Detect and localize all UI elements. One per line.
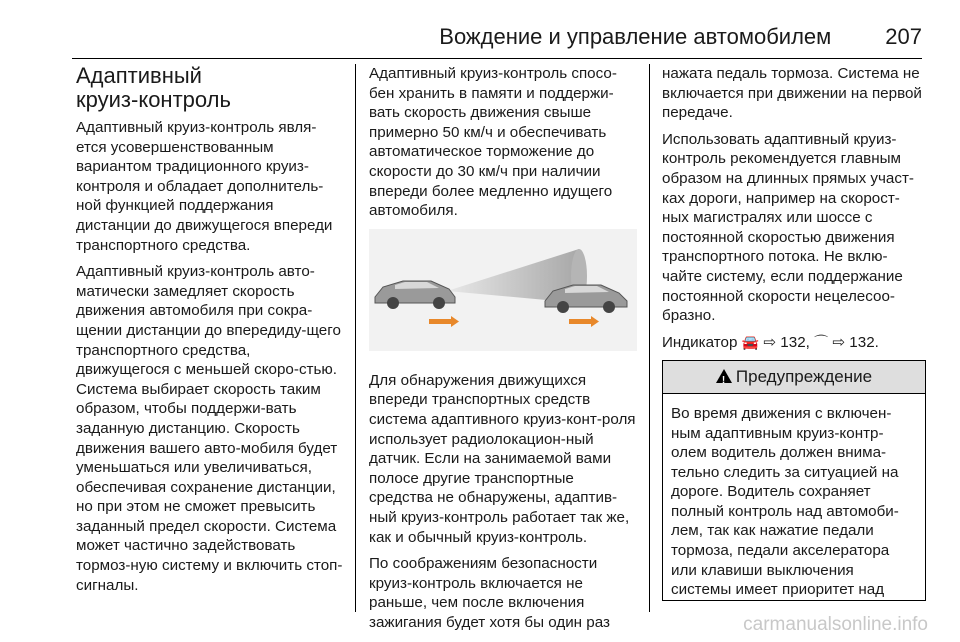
paragraph: нажата педаль тормоза. Система не включается при движении на первой передаче. [662,65,922,122]
paragraph: Адаптивный круиз-контроль явля-ется усовершенствованным вариантом традиционного круиз-контроля и обладает дополнитель-ной функцией поддержания дистанции до движущегося впереди транспортного средства. [76,119,333,254]
indicator-line: Индикатор 🚘 ⇨ 132, ⌒ ⇨ 132. [662,333,879,351]
paragraph: Адаптивный круиз-контроль авто-матически замедляет скорость движения автомобиля при сокра-щении дистанции до впередиду-щего транспортного средства, движущегося с меньшей скоро-стью. Система выбирает скорость таким образом, чтобы поддержи-вать заданную дистанцию. Скорость движения вашего авто-мобиля будет уменьшаться или увеличиваться, обеспечивая сохранение дистанции, но при этом не сможет превысить заданный предел скорости. Система может частично задействовать тормоз-ную систему и включить стоп-сигналы. [76,263,343,594]
watermark: carmanualsonline.info [743,614,928,635]
heading-line-2: круиз-контроль [76,87,231,112]
section-heading [76,64,344,112]
warning-body: Во время движения с включен-ным адаптивным круиз-контр-олем водитель должен внима-тельно следить за ситуацией на дороге. Водитель сохраняет полный контроль над автомоби-лем, так как нажатие педали тормоза, педали акселератора или клавиши выключения системы имеет приоритет над [671,404,899,599]
warning-header [663,361,925,394]
column-3 [662,64,926,601]
paragraph: Использовать адаптивный круиз-контроль рекомендуется главным образом на длинных прямых участ-ках дороги, например на скорост-ных магистралях или шоссе с постоянной скоростью движения транспортного потока. Не вклю-чайте систему, если поддержание постоянной скорости нецелесоо-бразно. [662,130,914,325]
page-ref-arrow-icon[interactable]: ⇨ [763,333,777,351]
warning-triangle-icon: ! [716,369,732,383]
paragraph: По соображениям безопасности круиз-контроль включается не раньше, чем после включения зажигания будет хотя бы один раз [369,555,610,631]
radar-illustration [369,229,637,351]
radar-illustration-svg [369,229,637,351]
page-header [72,24,922,59]
paragraph: Для обнаружения движущихся впереди транспортных средств система адаптивного круиз-конт-роля использует радиолокацион-ный датчик. Если на занимаемой вами полосе другие транспортные средства не обнаружены, адаптив-ный круиз-контроль работает так же, как и обычный круиз-контроль. [369,371,636,546]
column-divider-2 [649,64,650,612]
indicator-label: Индикатор [662,333,738,351]
heading-line-1: Адаптивный [76,63,202,88]
column-1 [76,64,344,602]
page-number: 207 [885,24,922,49]
paragraph: Адаптивный круиз-контроль спосо-бен хранить в памяти и поддержи-вать скорость движения свыше примерно 50 км/ч и обеспечивать автоматическое торможение до скорости до 30 км/ч при наличии впереди более медленно идущего автомобиля. [369,65,617,220]
header-title: Вождение и управление автомобилем [439,24,832,49]
column-divider-1 [355,64,356,612]
warning-box [662,360,926,601]
speedometer-icon: ⌒ [814,333,829,350]
page-reference-link[interactable]: 132 [780,333,806,351]
page-ref-arrow-icon[interactable]: ⇨ [832,333,846,351]
cruise-car-icon: 🚘 [741,333,760,350]
warning-title: Предупреждение [735,367,873,387]
page-reference-link[interactable]: 132. [849,333,879,351]
column-2 [369,64,637,639]
